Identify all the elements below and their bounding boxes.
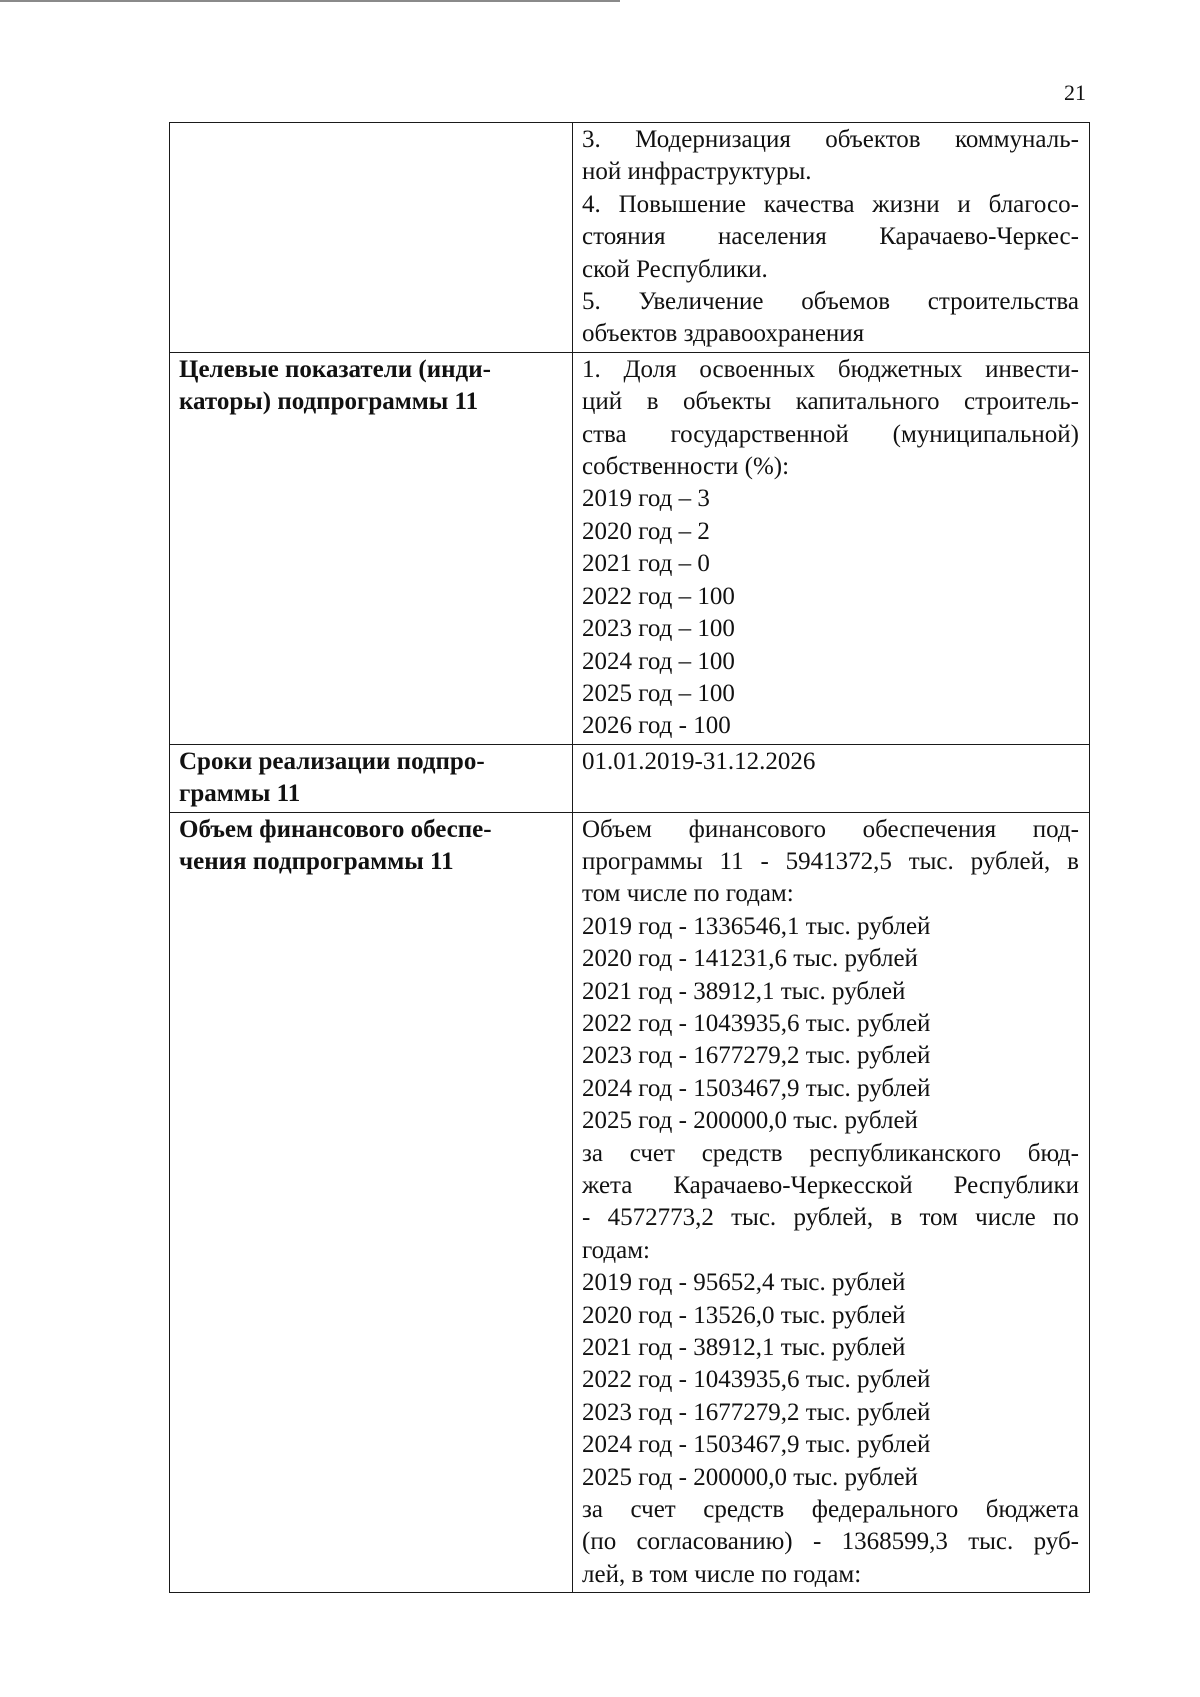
row-content-line: 2022 год - 1043935,6 тыс. рублей [582, 1366, 931, 1394]
row-content-line: 2022 год - 1043935,6 тыс. рублей [582, 1009, 931, 1037]
row-content-line: ной инфраструктуры. [582, 158, 812, 186]
row-content-line: 2021 год - 38912,1 тыс. рублей [582, 977, 906, 1005]
row-content-cell [573, 812, 1090, 1593]
table-row [170, 812, 1090, 1593]
row-content-line: 01.01.2019-31.12.2026 [582, 747, 816, 775]
row-label-line: граммы 11 [179, 780, 301, 808]
row-label-line: Объем финансового обеспе- [179, 815, 492, 843]
row-content-line: 2024 год – 100 [582, 647, 735, 675]
row-content-line: ства государственной (муниципальной) [582, 420, 1079, 448]
row-content-line: лей, в том числе по годам: [582, 1560, 862, 1588]
table-row [170, 744, 1090, 812]
scan-edge-line [0, 0, 620, 2]
row-content-line: (по согласованию) - 1368599,3 тыс. руб- [582, 1528, 1079, 1556]
row-content-line: собственности (%): [582, 453, 790, 481]
row-content-line: 2023 год – 100 [582, 615, 735, 643]
row-content-cell [573, 352, 1090, 744]
row-content-line: стояния населения Карачаево-Черкес- [582, 223, 1079, 251]
subprogram-passport-table [169, 122, 1090, 1593]
row-content-line: 2024 год - 1503467,9 тыс. рублей [582, 1074, 931, 1102]
row-content-line: 4. Повышение качества жизни и благосо- [582, 190, 1079, 218]
row-label-line: каторы) подпрограммы 11 [179, 388, 479, 416]
table-row [170, 123, 1090, 353]
row-label-cell [170, 744, 573, 812]
row-content-line: 2024 год - 1503467,9 тыс. рублей [582, 1431, 931, 1459]
row-content-line: 2019 год – 3 [582, 485, 710, 513]
row-content-line: ской Республики. [582, 255, 768, 283]
row-content-line: 2026 год - 100 [582, 712, 731, 740]
row-content-cell [573, 744, 1090, 812]
row-content-line: Объем финансового обеспечения под- [582, 815, 1079, 843]
row-content-line: 2022 год – 100 [582, 582, 735, 610]
row-content-line: 2021 год – 0 [582, 550, 710, 578]
row-content-line: ций в объекты капитального строитель- [582, 388, 1079, 416]
row-label-line: Целевые показатели (инди- [179, 355, 491, 383]
row-content-line: том числе по годам: [582, 880, 794, 908]
row-content-line: 2020 год - 13526,0 тыс. рублей [582, 1301, 906, 1329]
row-label-cell [170, 812, 573, 1593]
row-content-line: 2019 год - 1336546,1 тыс. рублей [582, 912, 931, 940]
row-content-line: 2025 год - 200000,0 тыс. рублей [582, 1463, 918, 1491]
row-content-line: 2021 год - 38912,1 тыс. рублей [582, 1334, 906, 1362]
row-label-cell [170, 123, 573, 353]
row-content-line: 3. Модернизация объектов коммуналь- [582, 126, 1079, 153]
row-label-line: Сроки реализации подпро- [179, 747, 485, 775]
row-label-line: чения подпрограммы 11 [179, 847, 454, 875]
row-content-line: жета Карачаево-Черкесской Республики [582, 1172, 1079, 1199]
row-content-line: годам: [582, 1236, 650, 1264]
row-content-line: 1. Доля освоенных бюджетных инвести- [582, 355, 1079, 383]
row-content-line: за счет средств федерального бюджета [582, 1496, 1079, 1524]
row-content-cell [573, 123, 1090, 353]
row-content-line: 5. Увеличение объемов строительства [582, 288, 1079, 316]
row-content-line: 2020 год - 141231,6 тыс. рублей [582, 945, 918, 973]
page-number: 21 [1064, 80, 1086, 105]
row-content-line: программы 11 - 5941372,5 тыс. рублей, в [582, 847, 1079, 875]
row-content-line: 2019 год - 95652,4 тыс. рублей [582, 1269, 906, 1297]
row-content-line: 2023 год - 1677279,2 тыс. рублей [582, 1398, 931, 1426]
row-content-line: 2025 год - 200000,0 тыс. рублей [582, 1107, 918, 1135]
row-content-line: 2025 год – 100 [582, 679, 735, 707]
row-content-line: за счет средств республиканского бюд- [582, 1139, 1079, 1167]
row-content-line: - 4572773,2 тыс. рублей, в том числе по [582, 1204, 1079, 1232]
table-row [170, 352, 1090, 744]
row-label-cell [170, 352, 573, 744]
row-content-line: 2020 год – 2 [582, 517, 710, 545]
row-content-line: 2023 год - 1677279,2 тыс. рублей [582, 1042, 931, 1070]
row-content-line: объектов здравоохранения [582, 320, 865, 348]
